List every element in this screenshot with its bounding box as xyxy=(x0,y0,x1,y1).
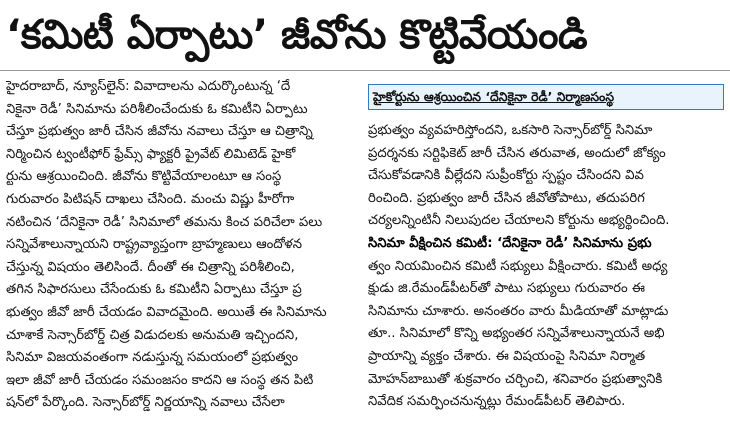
text-line: సినిమా విజయవంతంగా నడుస్తున్న సమయంలో ప్రభుత్వం xyxy=(6,350,299,366)
text-line: చూశాకే సెన్సార్‌బోర్డ్ చిత్ర విడుదలకు అనుమతి ఇచ్చిందని, xyxy=(6,327,299,343)
text-line: త్వం నియమించిన కమిటీ సభ్యులు వీక్షించారు. కమిటీ అధ్య xyxy=(368,258,668,274)
text-line: తూ.. సినిమాలో కొన్ని అభ్యంతర సన్నివేశాలున్నాయనే అభి xyxy=(368,326,665,342)
text-line: చేసుకోవడానికి వీల్లేదని సుప్రీంకోర్టు స్పష్టం చేసిందని వివ xyxy=(368,168,644,184)
text-line: సినిమాను చూశారు. అనంతరం వారు మీడియాతో మాట్లాడు xyxy=(368,303,669,319)
text-line: ప్రాయాన్ని వ్యక్తం చేశారు. ఈ విషయంపై సినిమా నిర్మాత xyxy=(368,348,646,364)
text-line: ప్రదర్శనకు సర్టిఫికెట్ జారీ చేసిన తరువాత, అందులో జోక్యం xyxy=(368,145,666,161)
text-line: తగిన సిఫారసులు చేసేందుకు ఓ కమిటీని ఏర్పాటు చేస్తూ ప్ర xyxy=(6,282,302,298)
text-line: నటించిన ‘దేనికైనా రెడీ’ సినిమాలో తమను కించ పరిచేలా పలు xyxy=(6,214,323,230)
text-line: నివేదిక సమర్పించనున్నట్లు రేమండ్‌పీటర్ తెలిపారు. xyxy=(368,394,626,410)
text-line: భుత్వం జీవో జారీ చేయడం వివాదమైంది. అయితే ఈ సినిమాను xyxy=(6,304,327,320)
text-line: గురువారం పిటిషన్ దాఖలు చేసింది. మంచు విష్ణు హీరోగా xyxy=(6,191,295,207)
article-right-column xyxy=(368,76,724,414)
text-line: ప్రభుత్వం వ్యవహరిస్తోందని, ఒకసారి సెన్సార్‌బోర్డ్ సినిమా xyxy=(368,123,653,138)
right-column-body xyxy=(368,120,724,414)
text-line: నికైనా రెడీ’ సినిమాను పరిశీలించేందుకు ఓ కమిటీని ఏర్పాటు xyxy=(6,101,308,117)
text-line: రించింది. ప్రభుత్వం జారీ చేసిన జీవోతోపాటు, తదుపరిగ xyxy=(368,190,645,206)
text-line: ఇలా జీవో జారీ చేయడం సమంజసం కాదని ఆ సంస్థ తన పిటి xyxy=(6,372,314,388)
section-subhead-line: సినిమా వీక్షించిన కమిటీ: ‘దేనికైనా రెడీ’ సినిమాను ప్రభు xyxy=(368,235,652,251)
text-line: సన్నివేశాలున్నాయని రాష్ట్రవ్యాప్తంగా బ్రాహ్మణులు ఆందోళన xyxy=(6,237,303,253)
text-line: ర్టును ఆశ్రయించింది. జీవోను కొట్టివేయాలంటూ ఆ సంస్థ xyxy=(6,169,282,185)
text-line: మోహన్‌బాబుతో శుక్రవారం చర్చించి, శనివారం ప్రభుత్వానికి xyxy=(368,371,663,387)
subheadline-box xyxy=(368,84,724,110)
headline: ‘కమిటీ ఏర్పాటు’ జీవోను కొట్టివేయండి xyxy=(6,12,588,58)
text-line: నిర్మించిన ట్వంటీఫోర్ ఫ్రేమ్స్ ఫ్యాక్టరీ ప్రైవేట్ లిమిటెడ్ హైకో xyxy=(6,146,296,162)
text-line: క్షుడు జి.రేమండ్‌పీటర్‌తో పాటు సభ్యులు గురువారం ఈ xyxy=(368,281,645,297)
subheadline: హైకోర్టును ఆశ్రయించిన ‘దేనికైనా రెడీ’ నిర్మాణసంస్థ xyxy=(373,88,615,104)
text-line: చేస్తూ ప్రభుత్వం జారీ చేసిన జీవోను నవాలు చేస్తూ ఆ చిత్రాన్ని xyxy=(6,124,313,140)
article-left-column xyxy=(6,76,358,415)
text-line: షన్‌లో పేర్కొంది. సెన్సార్‌బోర్డ్ నిర్ణయాన్ని నవాలు చేసేలా xyxy=(6,395,285,411)
text-line: చేస్తున్న విషయం తెలిసిందే. దీంతో ఈ చిత్రాన్ని పరిశీలించి, xyxy=(6,259,295,275)
headline-divider xyxy=(0,70,730,71)
text-line: హైదరాబాద్, న్యూస్‌లైన్: వివాదాలను ఎదుర్కొంటున్న ‘దే xyxy=(6,79,291,94)
text-line: చర్యలన్నింటినీ నిలుపుదల చేయాలని కోర్టును అభ్యర్థించింది. xyxy=(368,213,670,229)
